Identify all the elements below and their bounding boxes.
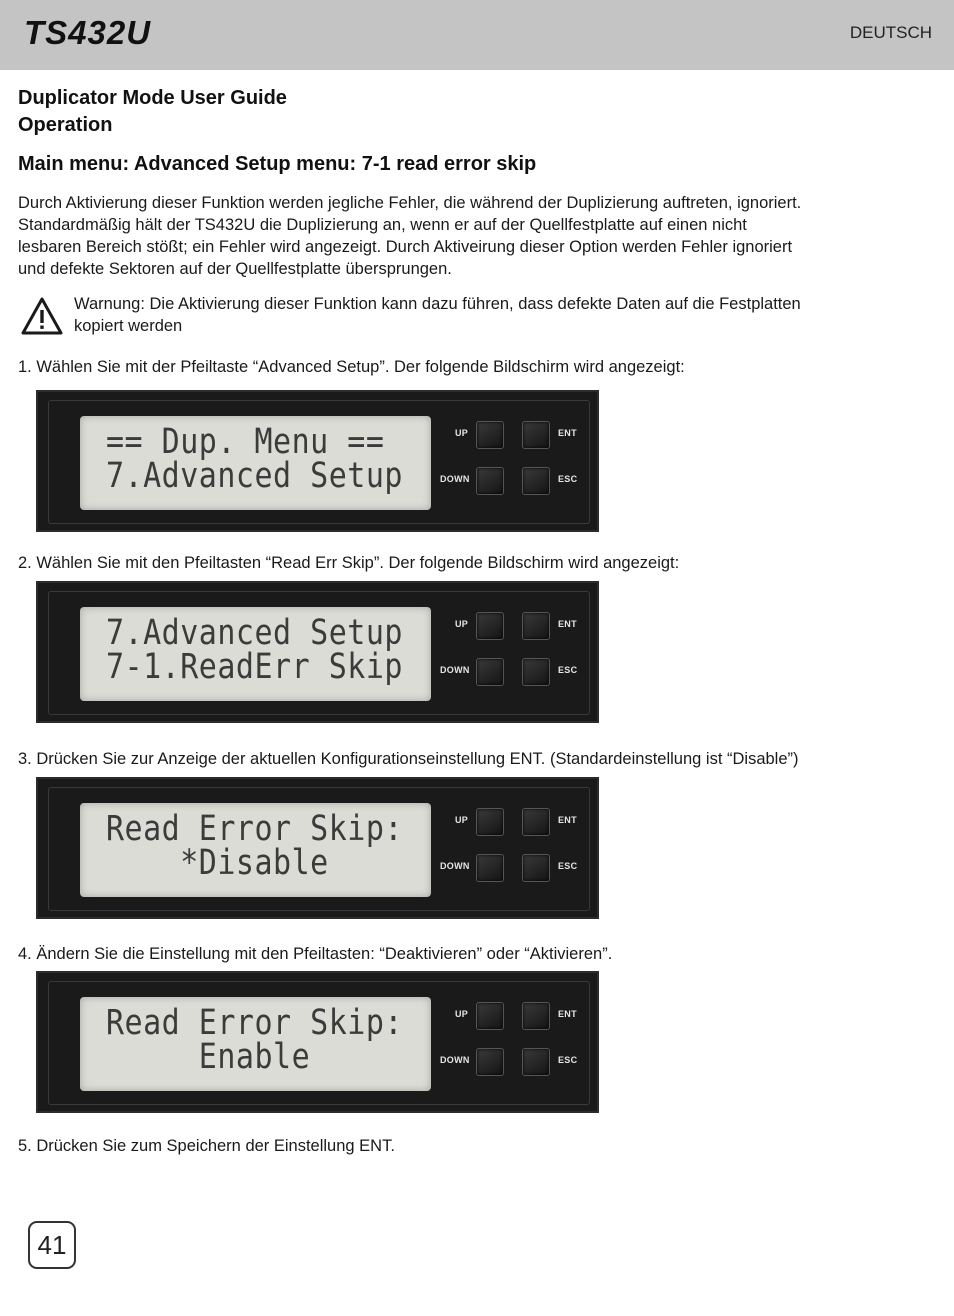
- step-3: 3. Drücken Sie zur Anzeige der aktuellen Konfigurationseinstellung ENT. (Standardeinstellung ist “Disable”): [18, 750, 799, 768]
- lcd-line-1: Read Error Skip:: [106, 1003, 403, 1044]
- up-label: UP: [455, 619, 469, 629]
- esc-label: ESC: [558, 861, 578, 871]
- page-number: 41: [28, 1221, 76, 1269]
- model-name: TS432U: [24, 14, 152, 51]
- step-4: 4. Ändern Sie die Einstellung mit den Pfeiltasten: “Deaktivieren” oder “Aktivieren”.: [18, 945, 613, 963]
- esc-button[interactable]: [522, 1048, 550, 1076]
- lcd-line-2: 7-1.ReadErr Skip: [106, 647, 403, 688]
- ent-label: ENT: [558, 815, 577, 825]
- lcd-line-1: == Dup. Menu ==: [106, 422, 385, 463]
- lcd-line-2: 7.Advanced Setup: [106, 456, 403, 497]
- warning-triangle-icon: [20, 296, 64, 336]
- down-button[interactable]: [476, 658, 504, 686]
- ent-button[interactable]: [522, 808, 550, 836]
- lcd-screen: [80, 997, 431, 1091]
- up-button[interactable]: [476, 612, 504, 640]
- lcd-line-2: *Disable: [106, 843, 329, 884]
- up-button[interactable]: [476, 1002, 504, 1030]
- esc-button[interactable]: [522, 467, 550, 495]
- lcd-line-2: Enable: [106, 1037, 311, 1078]
- lcd-screen: [80, 607, 431, 701]
- up-label: UP: [455, 815, 469, 825]
- intro-paragraph: [18, 192, 918, 280]
- section-title: Main menu: Advanced Setup menu: 7-1 read error skip: [18, 153, 537, 175]
- intro-line: und defekte Sektoren auf der Quellfestplatte übersprungen.: [18, 260, 452, 278]
- down-label: DOWN: [440, 1055, 470, 1065]
- step-5: 5. Drücken Sie zum Speichern der Einstellung ENT.: [18, 1137, 395, 1155]
- language-label: DEUTSCH: [849, 23, 932, 42]
- lcd-screen: [80, 803, 431, 897]
- esc-button[interactable]: [522, 854, 550, 882]
- warning-text: [74, 293, 914, 337]
- lcd-panel-4: [36, 971, 599, 1113]
- lcd-line-1: Read Error Skip:: [106, 809, 403, 850]
- warning-line: Warnung: Die Aktivierung dieser Funktion kann dazu führen, dass defekte Daten auf die Festplatten: [74, 295, 801, 313]
- down-label: DOWN: [440, 474, 470, 484]
- intro-line: Durch Aktivierung dieser Funktion werden jegliche Fehler, die während der Duplizierung auftreten, ignoriert.: [18, 194, 802, 212]
- step-1: 1. Wählen Sie mit der Pfeiltaste “Advanced Setup”. Der folgende Bildschirm wird angezeigt:: [18, 358, 685, 376]
- intro-line: lesbaren Bereich stößt; ein Fehler wird angezeigt. Durch Aktiveirung dieser Option werden Fehler ignoriert: [18, 238, 793, 256]
- ent-label: ENT: [558, 619, 577, 629]
- up-button[interactable]: [476, 421, 504, 449]
- down-button[interactable]: [476, 1048, 504, 1076]
- ent-button[interactable]: [522, 612, 550, 640]
- esc-label: ESC: [558, 1055, 578, 1065]
- down-label: DOWN: [440, 861, 470, 871]
- page-header: [0, 0, 954, 70]
- lcd-line-1: 7.Advanced Setup: [106, 613, 403, 654]
- up-label: UP: [455, 428, 469, 438]
- ent-label: ENT: [558, 1009, 577, 1019]
- intro-line: Standardmäßig hält der TS432U die Duplizierung an, wenn er auf der Quellfestplatte auf einen nicht: [18, 216, 747, 234]
- down-button[interactable]: [476, 854, 504, 882]
- lcd-panel-3: [36, 777, 599, 919]
- ent-label: ENT: [558, 428, 577, 438]
- lcd-panel-1: [36, 390, 599, 532]
- ent-button[interactable]: [522, 1002, 550, 1030]
- guide-title: Duplicator Mode User Guide: [18, 87, 287, 109]
- up-button[interactable]: [476, 808, 504, 836]
- down-button[interactable]: [476, 467, 504, 495]
- lcd-panel-2: [36, 581, 599, 723]
- esc-label: ESC: [558, 474, 578, 484]
- down-label: DOWN: [440, 665, 470, 675]
- ent-button[interactable]: [522, 421, 550, 449]
- up-label: UP: [455, 1009, 469, 1019]
- warning-line: kopiert werden: [74, 317, 183, 335]
- step-2: 2. Wählen Sie mit den Pfeiltasten “Read Err Skip”. Der folgende Bildschirm wird angezeigt:: [18, 554, 680, 572]
- operation-title: Operation: [18, 114, 113, 136]
- lcd-screen: [80, 416, 431, 510]
- esc-button[interactable]: [522, 658, 550, 686]
- esc-label: ESC: [558, 665, 578, 675]
